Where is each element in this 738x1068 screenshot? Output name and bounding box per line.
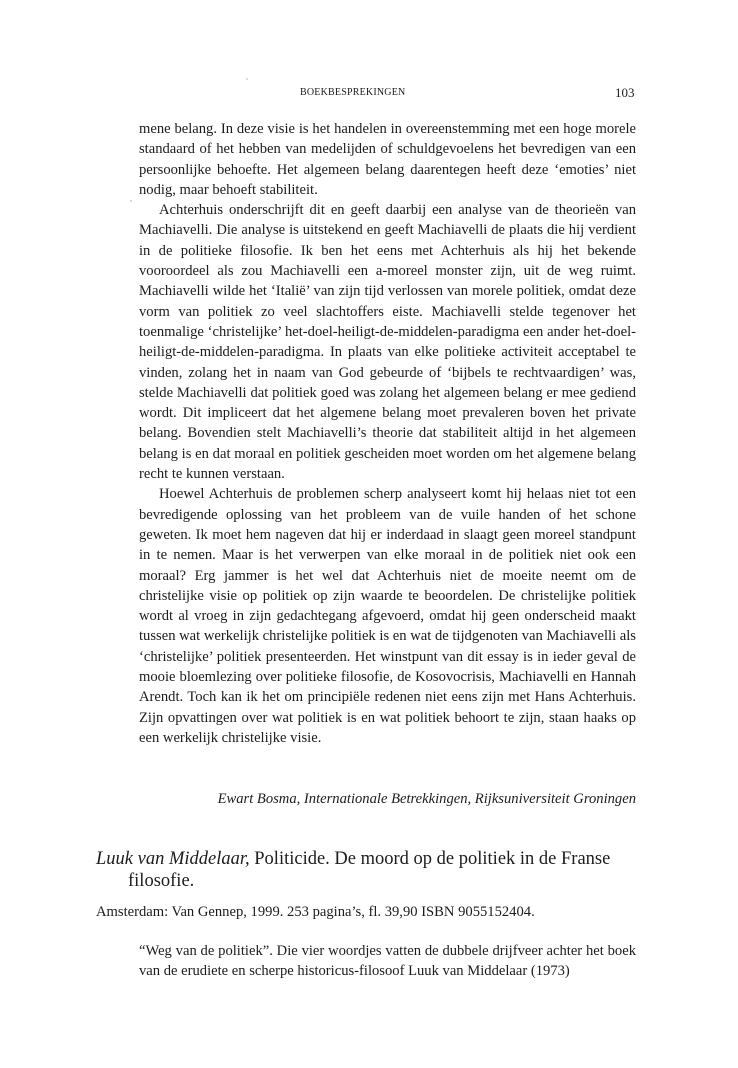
review-body: [139, 119, 636, 748]
book-title-continuation: filosofie.: [128, 871, 195, 891]
scan-speck: [246, 78, 248, 80]
page-number: 103: [615, 85, 635, 100]
scan-speck: [130, 200, 132, 202]
paragraph: Achterhuis onderschrijft dit en geeft daarbij een analyse van de theorieën van Machiavelli. Die analyse is uitstekend en geeft Machiavelli de plaats die hij verdient in de politieke filosofie. Ik ben het eens met Achterhuis als hij het bekende vooroordeel als zou Machiavelli een a-moreel monster zijn, uit de weg ruimt. Machiavelli wilde het ‘Italië’ van zijn tijd verlossen van morele politiek, omdat deze vorm van politiek zo veel slachtoffers eiste. Machiavelli stelde tegenover het toenmalige ‘christelijke’ het-doel-heiligt-de-middelen-paradigma een ander het-doel-heiligt-de-middelen-paradigma. In plaats van elke politieke activiteit acceptabel te vinden, zolang het in naam van God gebeurde of ‘bijbels te rechtvaardigen’ was, stelde Machiavelli dat politiek goed was zolang het algemeen belang er mee gediend wordt. Dit impliceert dat het algemene belang moet prevaleren boven het private belang. Bovendien stelt Machiavelli’s theorie dat stabiliteit altijd in het algemeen belang is en dat moraal en politiek gescheiden moet worden om het algemene belang recht te kunnen verstaan.: [139, 202, 636, 483]
reviewer-signature: Ewart Bosma, Internationale Betrekkingen, Rijksuniversiteit Groningen: [217, 791, 636, 807]
paragraph: mene belang. In deze visie is het handelen in overeenstemming met een hoge morele standaard of het hebben van medelijden of schuldgevoelens het bevredigen van een persoonlijke behoefte. Het algemeen belang daarentegen heeft deze ‘emoties’ niet nodig, maar behoeft stabiliteit.: [139, 121, 636, 198]
book-author: Luuk van Middelaar,: [96, 849, 250, 869]
review-opening: [139, 941, 636, 982]
book-title: Politicide. De moord op de politiek in de Franse: [254, 849, 611, 869]
book-review-heading: [96, 848, 656, 892]
paragraph: “Weg van de politiek”. Die vier woordjes vatten de dubbele drijfveer achter het boek van de erudiete en scherpe historicus-filosoof Luuk van Middelaar (1973): [139, 943, 636, 980]
running-header: BOEKBESPREKINGEN: [300, 87, 406, 98]
publication-info: Amsterdam: Van Gennep, 1999. 253 pagina’s, fl. 39,90 ISBN 9055152404.: [96, 904, 535, 920]
paragraph: Hoewel Achterhuis de problemen scherp analyseert komt hij helaas niet tot een bevredigende oplossing van het probleem van de vuile handen of het schone geweten. Ik moet hem nageven dat hij er inderdaad in slaagt geen moreel standpunt in te nemen. Maar is het verwerpen van elke moraal in de politiek niet ook een moraal? Erg jammer is het wel dat Achterhuis niet de moeite neemt om de christelijke visie op politiek op zijn waarde te beoordelen. De christelijke politiek wordt al vroeg in zijn gedachtegang afgevoerd, omdat hij geen onderscheid maakt tussen wat werkelijk christelijke politiek is en wat de tijdgenoten van Machiavelli als ‘christelijke’ politiek presenteerden. Het winstpunt van dit essay is in ieder geval de mooie bloemlezing over politieke filosofie, de Kosovocrisis, Machiavelli en Hannah Arendt. Toch kan ik het om principiële redenen niet eens zijn met Hans Achterhuis. Zijn opvattingen over wat politiek is en wat politiek behoort te zijn, staan haaks op een werkelijk christelijke visie.: [139, 486, 636, 746]
